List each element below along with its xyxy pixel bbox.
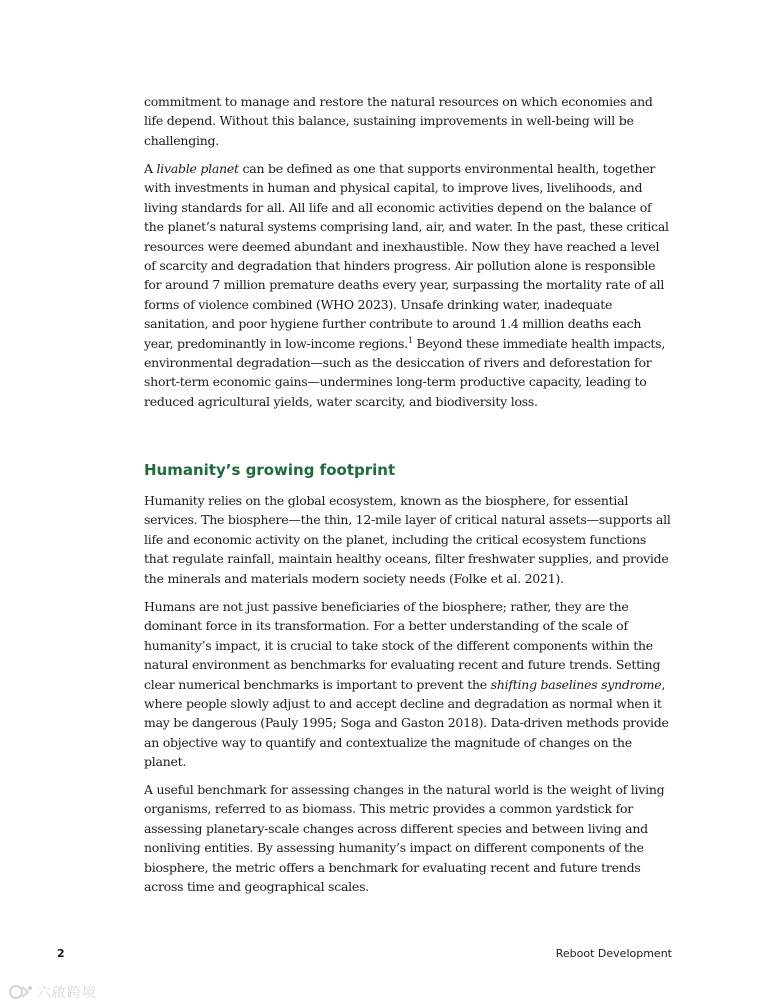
paragraph-text: can be defined as one that supports environmental health, together with investments in human and physical capital, to improve lives, livelihoods, and living standards for all. All life and all economic activities depend on the balance of the planet’s natural systems comprising land, air, and water. In the past, these critical resources were deemed abundant and inexhaustible. Now they have reached a level of scarcity and degradation that hinders progress. Air pollution alone is responsible for around 7 million premature deaths every year, surpassing the mortality rate of all forms of violence combined (WHO 2023). Unsafe drinking water, inadequate sanitation, and poor hygiene further contribute to around 1.4 million deaths each year, predominantly in low-income regions.	[144, 161, 669, 351]
paragraph-humans-transformation	[144, 597, 674, 772]
section-heading: Humanity’s growing footprint	[144, 461, 396, 479]
watermark-logo-icon	[8, 983, 34, 1001]
emphasis-livable-planet: livable planet	[156, 161, 239, 176]
emphasis-shifting-baselines: shifting baselines syndrome	[490, 676, 662, 692]
paragraph-livable-planet	[144, 159, 674, 411]
running-footer-title: Reboot Development	[555, 947, 672, 960]
page-number: 2	[57, 947, 65, 960]
paragraph-intro-continued: commitment to manage and restore the natural resources on which economies and life depend. Without this balance, sustaining improvements in well-being will be challenging.	[144, 94, 653, 148]
footnote-marker[interactable]: 1	[407, 335, 413, 345]
watermark	[8, 982, 97, 1002]
paragraph-text: , where people slowly adjust to and accept decline and degradation as normal when it may be dangerous (Pauly 1995; Soga and Gaston 2018). Data-driven methods provide an objective way to quantify and contextualize the magnitude of changes on the planet.	[144, 676, 669, 770]
paragraph-biomass-benchmark: A useful benchmark for assessing changes in the natural world is the weight of living organisms, referred to as biomass. This metric provides a common yardstick for assessing planetary-scale changes across different species and between living and nonliving entities. By assessing humanity’s impact on different components of the biosphere, the metric offers a benchmark for evaluating recent and future trends across time and geographical scales.	[144, 782, 665, 895]
paragraph-text: Beyond these immediate health impacts, environmental degradation—such as the desiccation of rivers and deforestation for short-term economic gains—undermines long-term productive capacity, leading to reduced agricultural yields, water scarcity, and biodiversity loss.	[144, 335, 666, 409]
paragraph-biosphere: Humanity relies on the global ecosystem, known as the biosphere, for essential services. The biosphere—the thin, 12-mile layer of critical natural assets—supports all life and economic activity on the planet, including the critical ecosystem functions that regulate rainfall, maintain healthy oceans, filter freshwater supplies, and provide the minerals and materials modern society needs (Folke et al. 2021).	[144, 493, 671, 586]
paragraph-text: A	[144, 161, 157, 176]
paragraph-text: Humans are not just passive beneficiaries of the biosphere; rather, they are the dominant force in its transformation. For a better understanding of the scale of humanity’s impact, it is crucial to take stock of the different components within the natural environment as benchmarks for evaluating recent and future trends. Setting clear numerical benchmarks is important to prevent the	[144, 599, 661, 692]
watermark-text: 六啟跨境	[37, 985, 97, 1001]
